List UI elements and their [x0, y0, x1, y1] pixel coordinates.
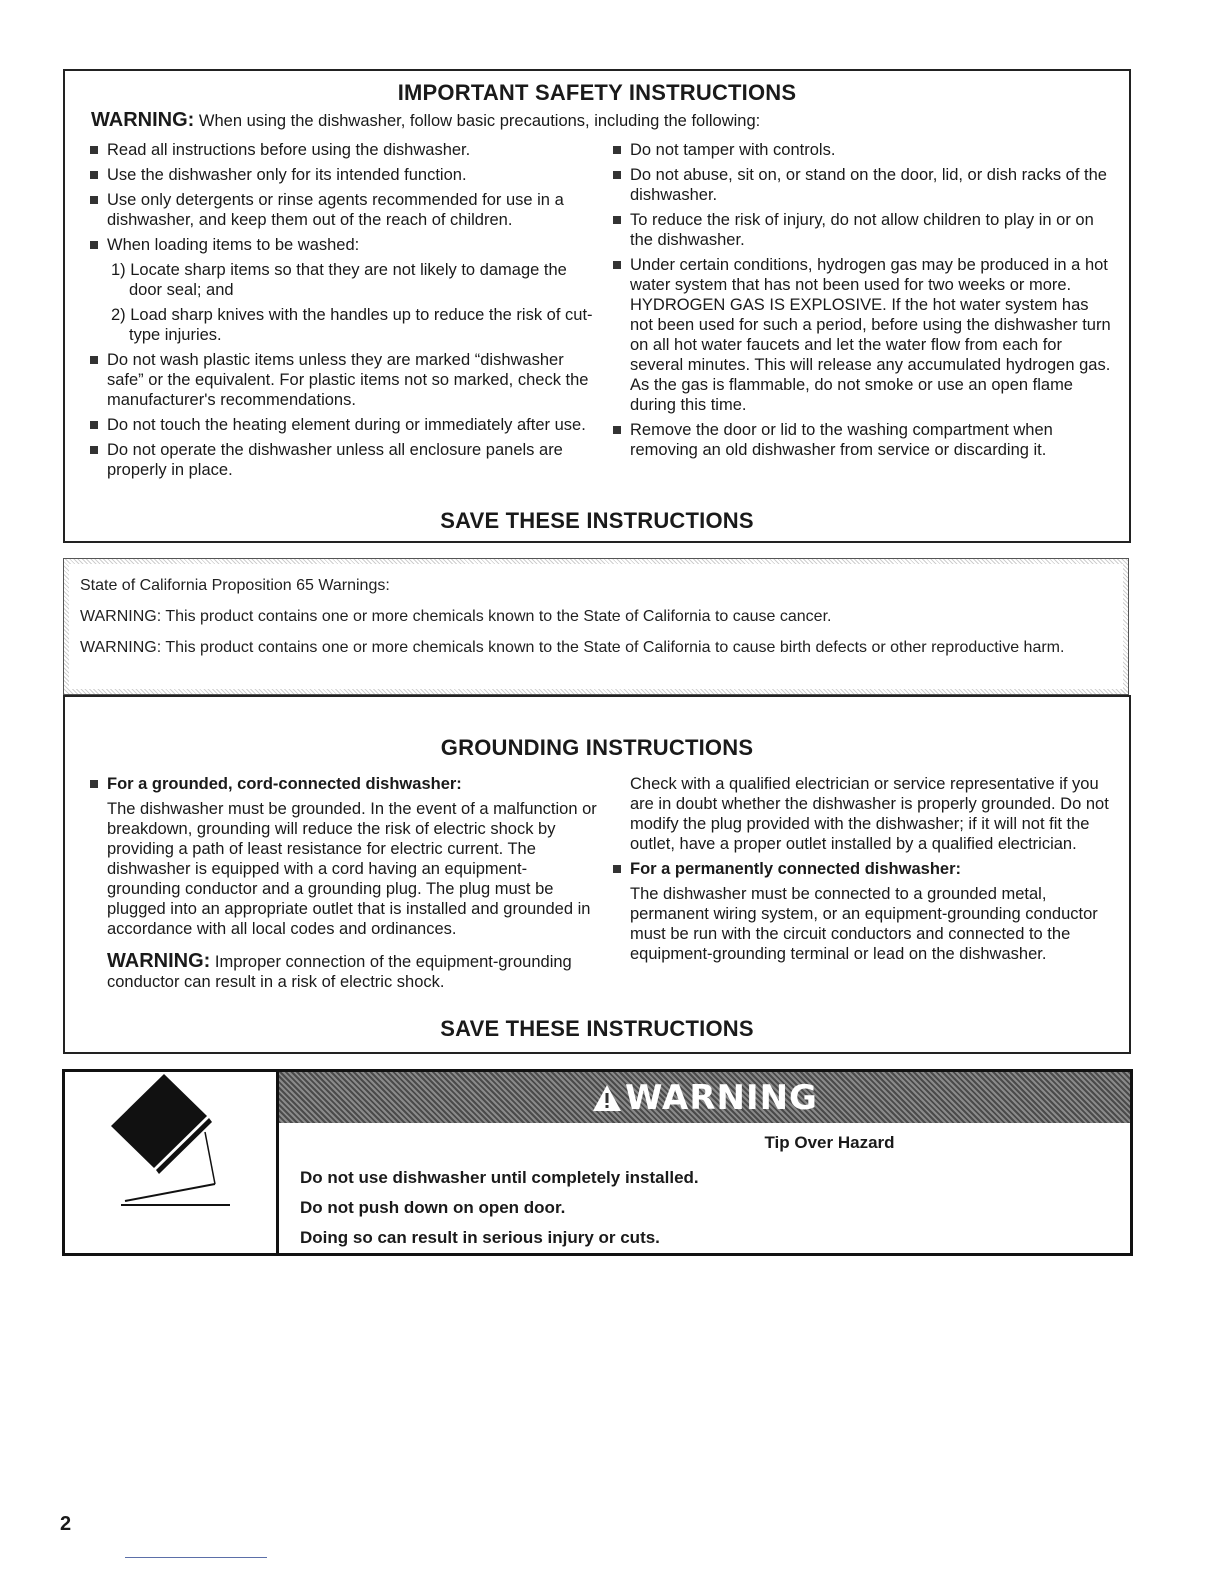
tip-over-warning-box	[62, 1069, 1133, 1256]
tip-over-line: Doing so can result in serious injury or cuts.	[300, 1228, 660, 1247]
safety-left-column	[87, 140, 595, 485]
prop65-box	[63, 558, 1129, 695]
sub-item: 2) Load sharp knives with the handles up to reduce the risk of cut-type injuries.	[111, 306, 593, 344]
prop65-warning-birth-defects: WARNING: This product contains one or more chemicals known to the State of California to cause birth defects or other reproductive harm.	[80, 639, 1065, 656]
list-item: To reduce the risk of injury, do not allow children to play in or on the dishwasher.	[610, 210, 1115, 250]
tip-over-instructions	[300, 1163, 699, 1253]
list-item: Under certain conditions, hydrogen gas may be produced in a hot water system that has not been used for two weeks or more. HYDROGEN GAS IS EXPLOSIVE. If the hot water system has not been used for such a period, before using the dishwasher turn on all hot water faucets and let the water flow from each for several minutes. This will release any accumulated hydrogen gas. As the gas is flammable, do not smoke or use an open flame during this time.	[610, 255, 1115, 415]
tip-over-hazard-title: Tip Over Hazard	[764, 1133, 895, 1152]
list-item: Do not wash plastic items unless they are marked “dishwasher safe” or the equivalent. For plastic items not so marked, check the manufacturer's recommendations.	[87, 350, 595, 410]
list-item: Remove the door or lid to the washing compartment when removing an old dishwasher from service or discarding it.	[610, 420, 1115, 460]
list-item: Do not abuse, sit on, or stand on the door, lid, or dish racks of the dishwasher.	[610, 165, 1115, 205]
prop65-heading: State of California Proposition 65 Warnings:	[80, 577, 390, 594]
safety-instructions-box	[63, 69, 1131, 543]
list-item: When loading items to be washed:	[87, 235, 595, 255]
list-item: Do not operate the dishwasher unless all enclosure panels are properly in place.	[87, 440, 595, 480]
safety-right-column	[610, 140, 1115, 465]
warning-header-text: WARNING	[625, 1077, 818, 1118]
grounding-right-column	[610, 774, 1115, 964]
grounding-cord-heading: For a grounded, cord-connected dishwasher:	[87, 774, 597, 794]
save-instructions-heading: SAVE THESE INSTRUCTIONS	[440, 1016, 754, 1041]
grounding-warning	[87, 951, 597, 992]
warning-label: WARNING:	[91, 109, 195, 131]
grounding-instructions-box	[63, 695, 1131, 1054]
prop65-warning-cancer: WARNING: This product contains one or more chemicals known to the State of California to cause cancer.	[80, 608, 832, 625]
list-item: Read all instructions before using the dishwasher.	[87, 140, 595, 160]
grounding-title: GROUNDING INSTRUCTIONS	[440, 735, 754, 760]
save-instructions-heading: SAVE THESE INSTRUCTIONS	[440, 508, 754, 533]
sub-item: 1) Locate sharp items so that they are not likely to damage the door seal; and	[111, 261, 567, 299]
list-item: Use only detergents or rinse agents recommended for use in a dishwasher, and keep them out of the reach of children.	[87, 190, 595, 230]
warning-text: When using the dishwasher, follow basic precautions, including the following:	[194, 112, 761, 130]
tip-over-icon-cell	[65, 1072, 279, 1253]
grounding-check-text: Check with a qualified electrician or service representative if you are in doubt whether the dishwasher is properly grounded. Do not modify the plug provided with the dishwasher; if it will not fit the outlet, have a proper outlet installed by a qualified electrician.	[630, 775, 1109, 853]
list-item: Do not tamper with controls.	[610, 140, 1115, 160]
tip-over-hazard-icon	[65, 1072, 276, 1253]
grounding-permanent-body: The dishwasher must be connected to a grounded metal, permanent wiring system, or an equipment-grounding conductor must be run with the circuit conductors and connected to the equipment-grounding terminal or lead on the dishwasher.	[630, 885, 1098, 963]
list-item: Use the dishwasher only for its intended function.	[87, 165, 595, 185]
footer-rule	[125, 1557, 267, 1558]
tip-over-line: Do not push down on open door.	[300, 1198, 566, 1217]
warning-text: Improper connection of the equipment-grounding conductor can result in a risk of electric shock.	[107, 953, 572, 991]
warning-label: WARNING:	[107, 950, 211, 972]
warning-header-bar	[279, 1072, 1130, 1123]
grounding-permanent-heading: For a permanently connected dishwasher:	[610, 859, 1115, 879]
safety-title: IMPORTANT SAFETY INSTRUCTIONS	[397, 80, 797, 105]
grounding-left-column	[87, 774, 597, 992]
grounding-cord-body: The dishwasher must be grounded. In the event of a malfunction or breakdown, grounding will reduce the risk of electric shock by providing a path of least resistance for electric current. The dishwasher is equipped with a cord having an equipment-grounding conductor and a grounding plug. The plug must be plugged into an appropriate outlet that is installed and grounded in accordance with all local codes and ordinances.	[107, 800, 597, 938]
page-number: 2	[60, 1513, 72, 1535]
tip-over-line: Do not use dishwasher until completely installed.	[300, 1168, 699, 1187]
list-item: Do not touch the heating element during or immediately after use.	[87, 415, 595, 435]
safety-intro	[91, 109, 760, 132]
warning-triangle-icon	[591, 1083, 623, 1113]
